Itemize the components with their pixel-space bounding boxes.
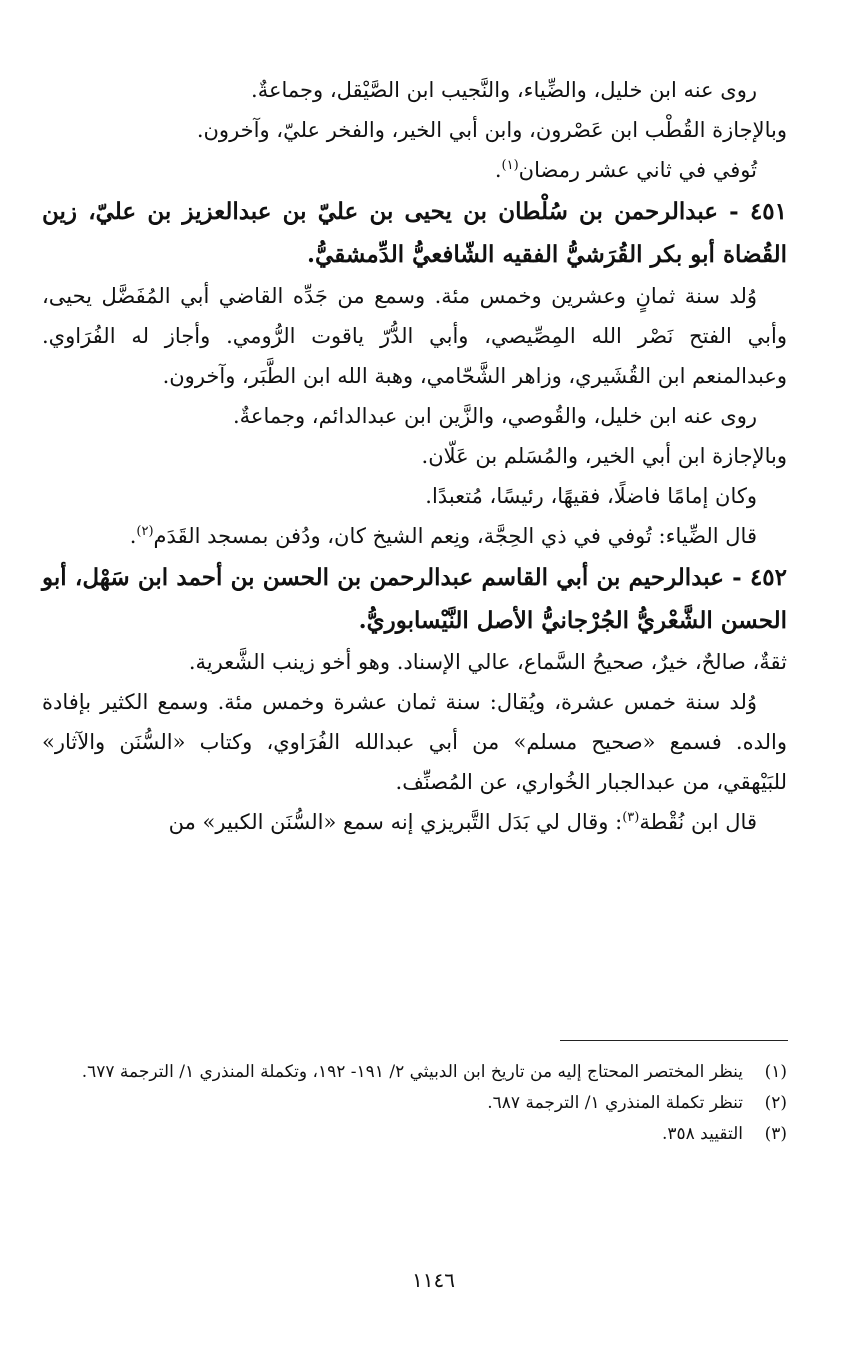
footnote-number: (٣)	[764, 1124, 787, 1144]
paragraph: وبالإجازة ابن أبي الخير، والمُسَلم بن عَلّان.	[421, 444, 787, 468]
page-number: ١١٤٦	[412, 1268, 455, 1292]
main-text	[42, 70, 787, 842]
paragraph: روى عنه ابن خليل، والضِّياء، والنَّجيب ابن الصَّيْقل، وجماعةٌ.	[251, 78, 757, 102]
footnote-item	[42, 1058, 787, 1087]
footnote-text: ينظر المختصر المحتاج إليه من تاريخ ابن الدبيثي ٢/ ١٩١- ١٩٢، وتكملة المنذري ١/ الترجمة ٦٧٧.	[81, 1062, 743, 1082]
paragraph: روى عنه ابن خليل، والقُوصي، والزَّين ابن عبدالدائم، وجماعةٌ.	[233, 404, 757, 428]
text-run: تُوفي في ثاني عشر رمضان	[518, 158, 757, 182]
text-run: قال الضِّياء: تُوفي في ذي الحِجَّة، ونِعم الشيخ كان، ودُفن بمسجد القَدَم	[153, 524, 757, 548]
footnote-ref[interactable]: (٣)	[622, 810, 640, 825]
entry-heading-451: ٤٥١ - عبدالرحمن بن سُلْطان بن يحيى بن عليّ بن عبدالعزيز بن عليّ، زين القُضاة أبو بكر القُرَشيُّ الفقيه الشّافعيُّ الدِّمشقيُّ.	[42, 198, 787, 268]
paragraph: ثقةٌ، صالحٌ، خيرٌ، صحيحُ السَّماع، عالي الإسناد. وهو أخو زينب الشَّعرية.	[188, 650, 787, 674]
footnote-text: التقييد ٣٥٨.	[661, 1124, 743, 1144]
footnotes	[42, 1058, 787, 1151]
paragraph: وكان إمامًا فاضلًا، فقيهًا، رئيسًا، مُتعبدًا.	[425, 484, 757, 508]
footnote-number: (١)	[764, 1062, 787, 1082]
footnote-ref[interactable]: (١)	[501, 158, 519, 173]
text-run: .	[129, 524, 137, 548]
footnote-number: (٢)	[764, 1093, 787, 1113]
text-run: قال ابن نُقْطة	[639, 810, 757, 834]
footnote-text: تنظر تكملة المنذري ١/ الترجمة ٦٨٧.	[487, 1093, 743, 1113]
entry-heading-452: ٤٥٢ - عبدالرحيم بن أبي القاسم عبدالرحمن بن الحسن بن أحمد ابن سَهْل، أبو الحسن الشَّعْريُّ الجُرْجانيُّ الأصل النَّيْسابوريُّ.	[42, 564, 787, 634]
footnote-ref[interactable]: (٢)	[136, 524, 154, 539]
paragraph	[42, 516, 787, 556]
paragraph: وُلد سنة خمس عشرة، ويُقال: سنة ثمان عشرة وخمس مئة. وسمع الكثير بإفادة والده. فسمع «صحيح مسلم» من أبي عبدالله الفُرَاوي، وكتاب «السُّنَن والآثار» للبَيْهقي، من عبدالجبار الخُواري، عن المُصنِّف.	[42, 690, 787, 794]
paragraph: وُلد سنة ثمانٍ وعشرين وخمس مئة. وسمع من جَدِّه القاضي أبي المُفَضَّل يحيى، وأبي الفتح نَصْر الله المِصِّيصي، وأبي الدُّرّ ياقوت الرُّومي. وأجاز له الفُرَاوي. وعبدالمنعم ابن القُشَيري، وزاهر الشَّحّامي، وهبة الله ابن الطَّبَر، وآخرون.	[42, 284, 787, 388]
paragraph	[42, 150, 787, 190]
footnote-item	[42, 1089, 787, 1118]
footnote-item	[42, 1120, 787, 1149]
paragraph	[42, 802, 787, 842]
text-run: .	[494, 158, 502, 182]
footnote-divider	[560, 1040, 788, 1041]
paragraph: وبالإجازة القُطْب ابن عَصْرون، وابن أبي الخير، والفخر عليّ، وآخرون.	[196, 118, 787, 142]
text-run: : وقال لي بَدَل التَّبريزي إنه سمع «السُّنَن الكبير» من	[168, 810, 623, 834]
